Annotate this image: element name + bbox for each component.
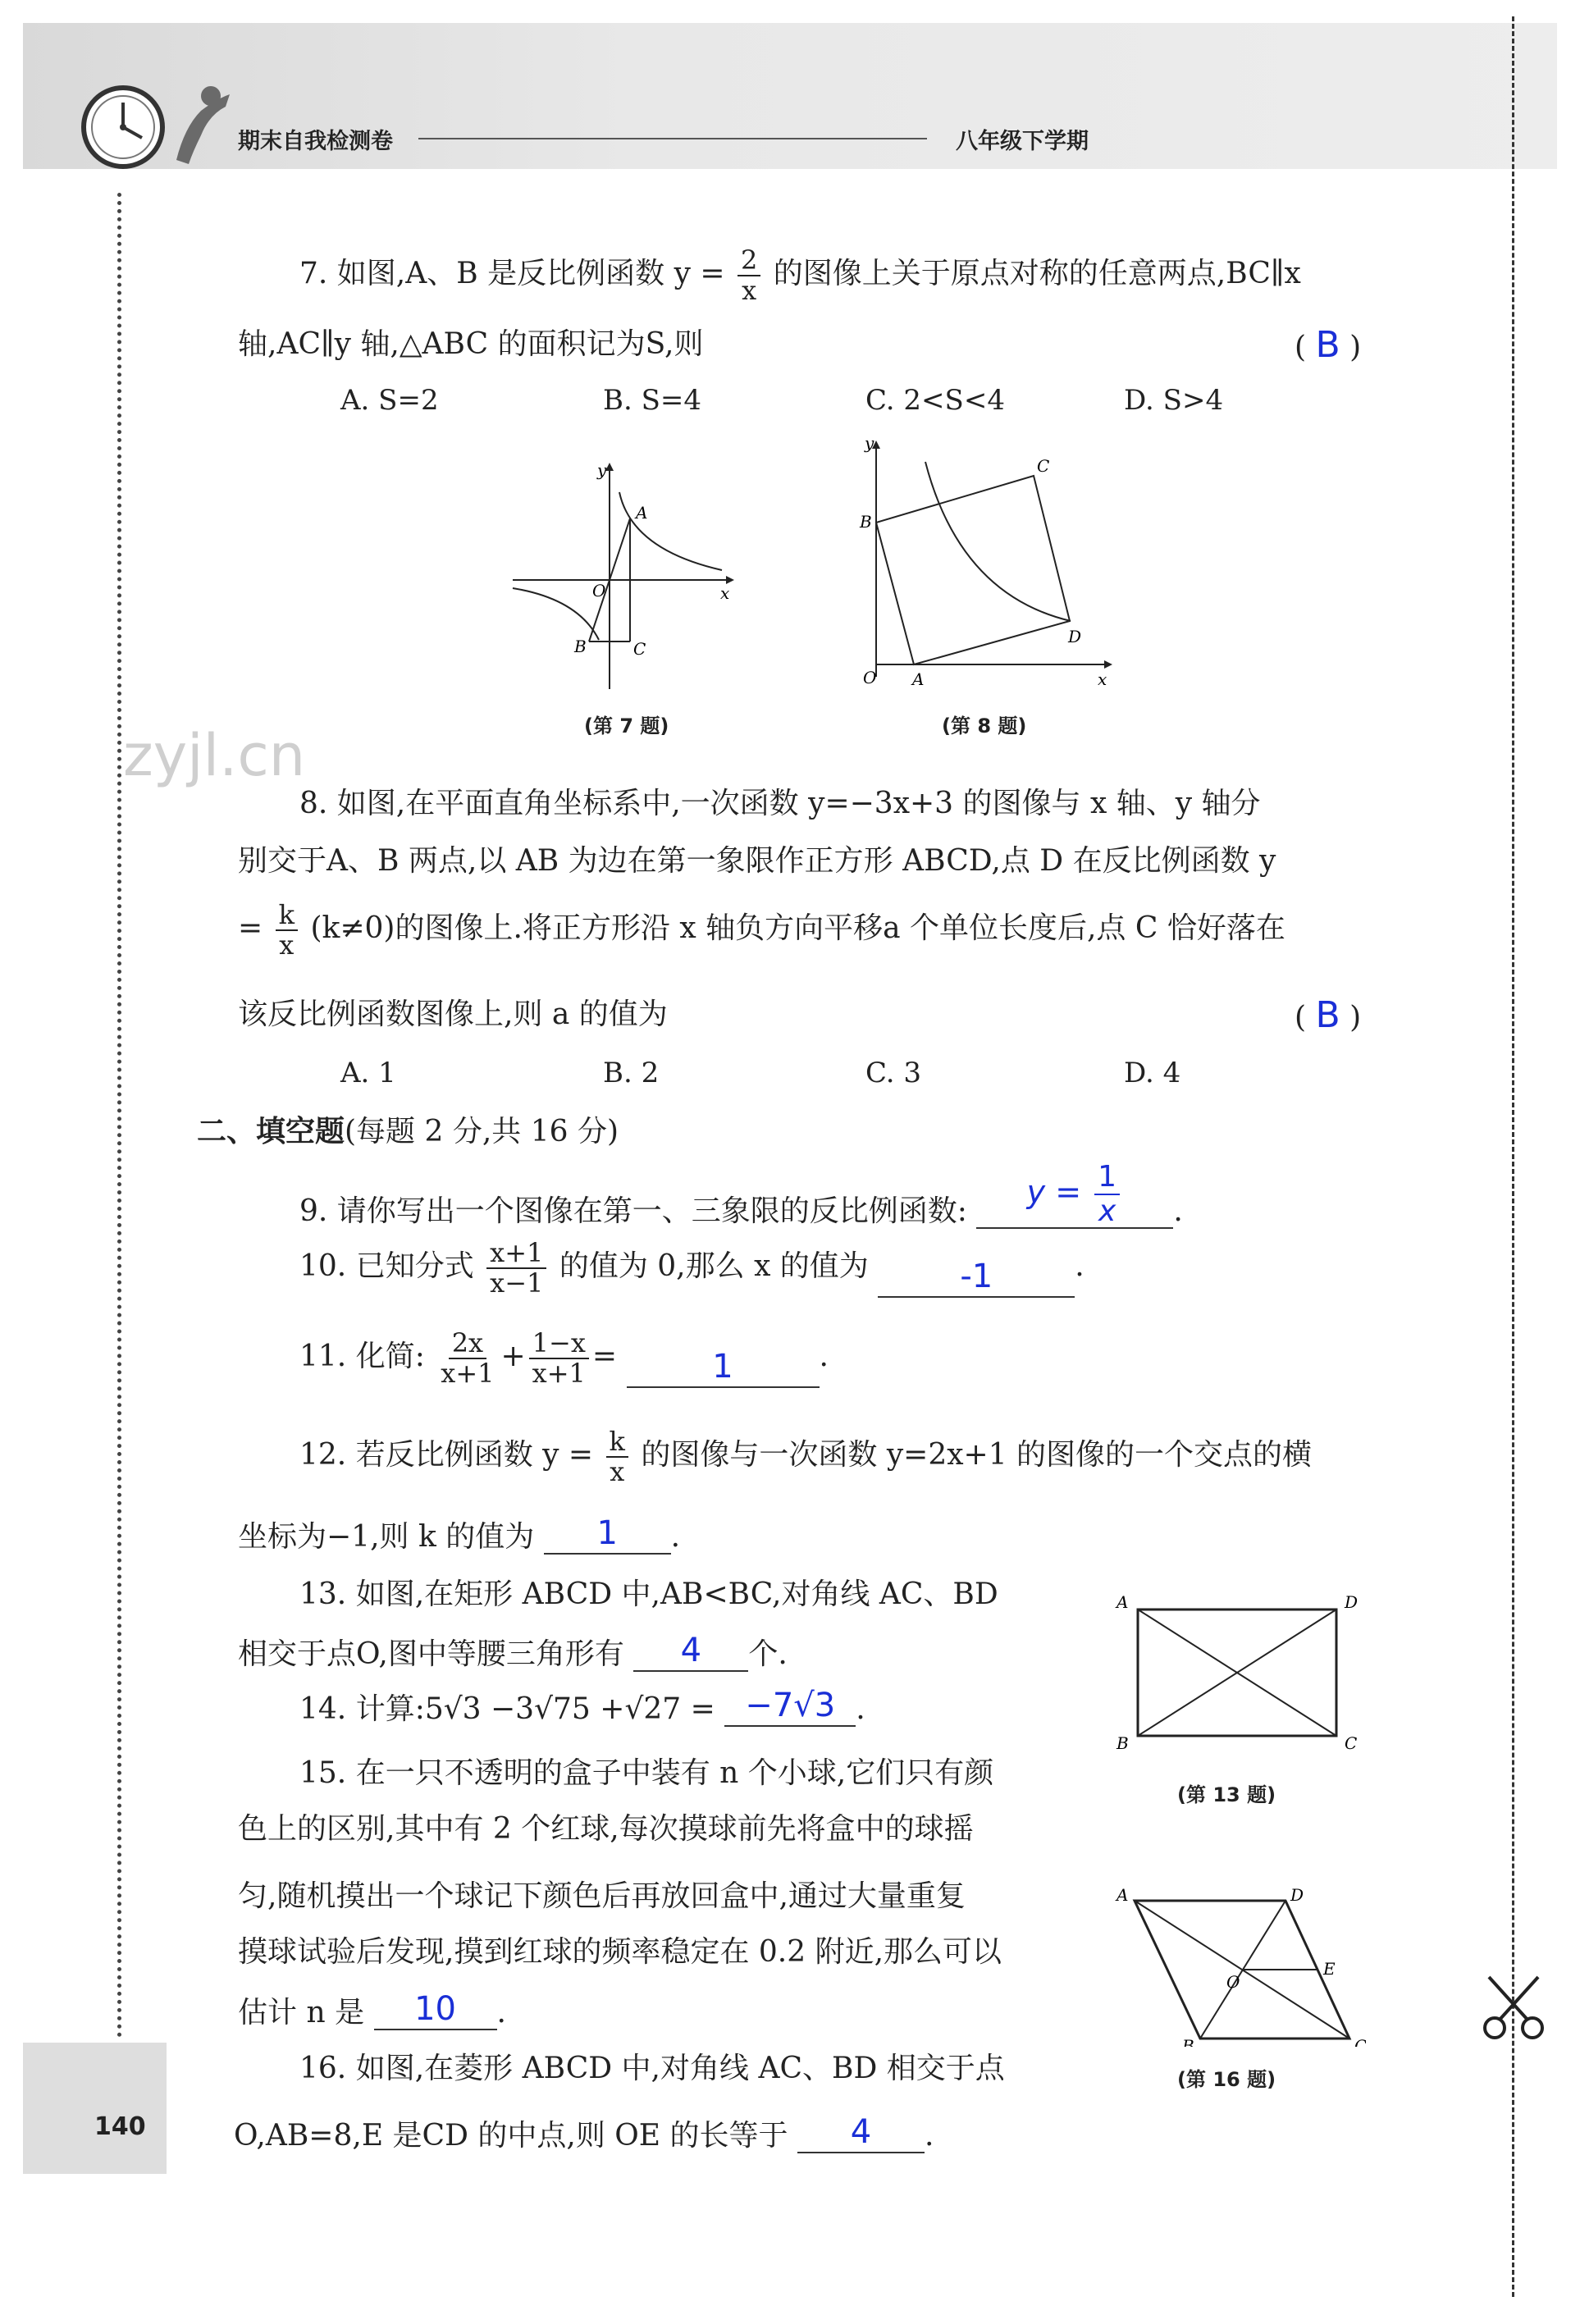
q15-answer: 10 — [374, 1989, 497, 2030]
q13-line2-text: 相交于点O,图中等腰三角形有 — [238, 1637, 624, 1671]
fig7-label-c: C — [633, 639, 646, 659]
q11-eq: = — [591, 1340, 618, 1374]
q11-pre: 11. 化简: — [299, 1340, 425, 1374]
q9-answer-num: 1 — [1094, 1161, 1120, 1195]
q8-fraction — [276, 901, 298, 960]
q11-fraction-1 — [437, 1329, 497, 1388]
q16-answer: 4 — [797, 2112, 925, 2153]
watermark: zyjl.cn — [123, 722, 306, 789]
q15-line3: 匀,随机摸出一个球记下颜色后再放回盒中,通过大量重复 — [238, 1879, 966, 1913]
fig8-label-y: y — [865, 433, 874, 453]
q13-line1: 13. 如图,在矩形 ABCD 中,AB<BC,对角线 AC、BD — [299, 1577, 998, 1611]
fig13-label-b: B — [1117, 1733, 1129, 1753]
q8-line2: 别交于A、B 两点,以 AB 为边在第一象限作正方形 ABCD,点 D 在反比例函数 y — [238, 844, 1276, 878]
q12-line2-text: 坐标为−1,则 k 的值为 — [238, 1519, 535, 1554]
page-number: 140 — [94, 2112, 146, 2141]
q8-answer: B — [1315, 994, 1340, 1036]
q8-option-a: A. 1 — [340, 1057, 396, 1089]
binding-dotted-line — [117, 193, 121, 2039]
q9-answer-blank — [976, 1161, 1173, 1229]
q8-text-b: (k≠0)的图像上.将正方形沿 x 轴负方向平移a 个单位长度后,点 C 恰好落在 — [310, 911, 1285, 946]
q7-answer-bracket: ( B ) — [1295, 324, 1362, 366]
compass-clock-icon — [78, 82, 168, 172]
q14-end: . — [856, 1692, 865, 1726]
scissors-icon — [1477, 1969, 1550, 2043]
q7-option-d: D. S>4 — [1124, 384, 1224, 417]
q11-den2: x+1 — [532, 1358, 586, 1390]
q13-answer: 4 — [633, 1631, 748, 1672]
q7-text-b: 的图像上关于原点对称的任意两点,BC∥x — [773, 257, 1301, 291]
q10-answer: -1 — [878, 1257, 1075, 1298]
q11-plus: + — [500, 1340, 526, 1374]
figure-16-caption: (第 16 题) — [1177, 2068, 1276, 2091]
q12-answer: 1 — [544, 1514, 671, 1555]
q8-option-c: C. 3 — [865, 1057, 922, 1089]
q14 — [299, 1686, 865, 1727]
fig7-label-y: y — [597, 460, 607, 480]
q12-pre: 12. 若反比例函数 y = — [299, 1438, 594, 1472]
q10 — [299, 1239, 1085, 1298]
q7-option-a: A. S=2 — [340, 384, 439, 417]
fig7-label-o: O — [592, 581, 606, 600]
fig8-label-a: A — [912, 669, 925, 689]
q8-line3 — [238, 901, 1285, 960]
q10-pre: 10. 已知分式 — [299, 1249, 474, 1284]
fig16-label-o: O — [1226, 1972, 1240, 1992]
q11 — [299, 1329, 829, 1388]
q16-line2 — [234, 2112, 934, 2153]
fig8-label-b: B — [860, 512, 872, 532]
q15-line2: 色上的区别,其中有 2 个红球,每次摸球前先将盒中的球摇 — [238, 1812, 974, 1846]
q10-fraction — [486, 1239, 546, 1298]
q8-option-d: D. 4 — [1124, 1057, 1181, 1089]
q13-line2 — [238, 1631, 788, 1672]
q12-post: 的图像与一次函数 y=2x+1 的图像的一个交点的横 — [641, 1438, 1313, 1472]
q11-end: . — [819, 1340, 829, 1374]
q12-fraction — [606, 1427, 628, 1486]
q10-post: 的值为 0,那么 x 的值为 — [559, 1249, 869, 1284]
q11-den1: x+1 — [441, 1358, 495, 1390]
fig7-label-x: x — [720, 583, 730, 603]
q16-line1: 16. 如图,在菱形 ABCD 中,对角线 AC、BD 相交于点 — [299, 2052, 1005, 2085]
figure-7 — [500, 451, 747, 697]
section-2-heading — [197, 1114, 619, 1149]
q12-frac-den: x — [610, 1456, 625, 1488]
q8-option-b: B. 2 — [603, 1057, 660, 1089]
q12-end: . — [670, 1519, 681, 1554]
q11-answer: 1 — [627, 1347, 820, 1388]
q7-line1 — [299, 246, 1301, 305]
q8-line4: 该反比例函数图像上,则 a 的值为 — [238, 998, 668, 1031]
fig13-label-d: D — [1345, 1592, 1359, 1612]
q10-frac-num: x+1 — [486, 1239, 546, 1269]
q14-answer: −7√3 — [724, 1686, 856, 1727]
section-2-title: 二、填空题 — [197, 1115, 345, 1148]
q15-line5 — [238, 1989, 506, 2030]
q8-frac-den: x — [279, 929, 295, 961]
q7-text-a: 7. 如图,A、B 是反比例函数 y = — [299, 257, 725, 291]
q11-num1: 2x — [449, 1329, 486, 1359]
fig7-label-a: A — [636, 503, 648, 523]
q11-num2: 1−x — [529, 1329, 589, 1359]
q9-answer-den: x — [1098, 1194, 1117, 1228]
q11-fraction-2 — [529, 1329, 589, 1388]
q9-answer-fraction — [1094, 1161, 1120, 1227]
fig8-label-x: x — [1098, 669, 1107, 689]
q9-answer-prefix: y = — [1026, 1174, 1082, 1211]
q14-text: 14. 计算:5√3 −3√75 +√27 = — [299, 1692, 715, 1726]
cut-dashed-line — [1512, 16, 1514, 2297]
q8-frac-num: k — [276, 901, 298, 931]
q10-frac-den: x−1 — [490, 1267, 544, 1299]
q10-end: . — [1075, 1249, 1085, 1284]
q7-option-c: C. 2<S<4 — [865, 384, 1005, 417]
q8-text-eq: = — [238, 911, 263, 946]
q15-line1: 15. 在一只不透明的盒子中装有 n 个小球,它们只有颜 — [299, 1756, 994, 1790]
q16-end: . — [924, 2118, 934, 2153]
fig13-label-a: A — [1117, 1592, 1129, 1612]
q12-frac-num: k — [606, 1427, 628, 1458]
q8-line1: 8. 如图,在平面直角坐标系中,一次函数 y=−3x+3 的图像与 x 轴、y 轴分 — [299, 787, 1261, 820]
grade-label: 八年级下学期 — [956, 129, 1089, 154]
figure-8-caption: (第 8 题) — [942, 715, 1027, 737]
q7-frac-num: 2 — [737, 246, 760, 276]
q12-line1 — [299, 1427, 1312, 1486]
fig16-label-d: D — [1290, 1885, 1304, 1905]
page-number-tab — [23, 2043, 167, 2174]
fig8-label-d: D — [1068, 627, 1082, 646]
q15-line5-text: 估计 n 是 — [238, 1995, 365, 2030]
fig16-label-a: A — [1117, 1885, 1129, 1905]
runner-decoration-icon — [160, 78, 234, 168]
q7-option-b: B. S=4 — [603, 384, 702, 417]
figure-13-caption: (第 13 题) — [1177, 1783, 1276, 1806]
fig16-label-c: C — [1354, 2036, 1366, 2047]
q7-answer: B — [1315, 324, 1340, 366]
q9-end: . — [1173, 1194, 1183, 1228]
fig8-label-c: C — [1037, 456, 1050, 476]
figure-16 — [1112, 1883, 1366, 2047]
figure-7-caption: (第 7 题) — [584, 715, 669, 737]
q7-frac-den: x — [742, 275, 757, 307]
fig16-label-b: B — [1182, 2036, 1194, 2047]
q13-end: 个. — [748, 1637, 788, 1671]
section-2-note: (每题 2 分,共 16 分) — [345, 1115, 619, 1148]
q12-line2 — [238, 1514, 680, 1555]
fig7-label-b: B — [574, 637, 587, 656]
figure-8 — [853, 431, 1124, 701]
fig8-label-o: O — [863, 668, 877, 687]
header-rule — [418, 138, 927, 139]
q15-line4: 摸球试验后发现,摸到红球的频率稳定在 0.2 附近,那么可以 — [238, 1935, 1002, 1969]
fig16-label-e: E — [1323, 1959, 1336, 1979]
fig13-label-c: C — [1345, 1733, 1358, 1753]
figure-13 — [1112, 1591, 1366, 1756]
q9 — [299, 1161, 1183, 1229]
q15-end: . — [496, 1995, 506, 2030]
q8-answer-bracket: ( B ) — [1295, 994, 1362, 1036]
book-title: 期末自我检测卷 — [238, 129, 393, 154]
q7-line2: 轴,AC∥y 轴,△ABC 的面积记为S,则 — [238, 327, 704, 361]
q7-fraction — [737, 246, 760, 305]
q9-text: 9. 请你写出一个图像在第一、三象限的反比例函数: — [299, 1194, 967, 1228]
q16-line2-text: O,AB=8,E 是CD 的中点,则 OE 的长等于 — [234, 2118, 788, 2153]
